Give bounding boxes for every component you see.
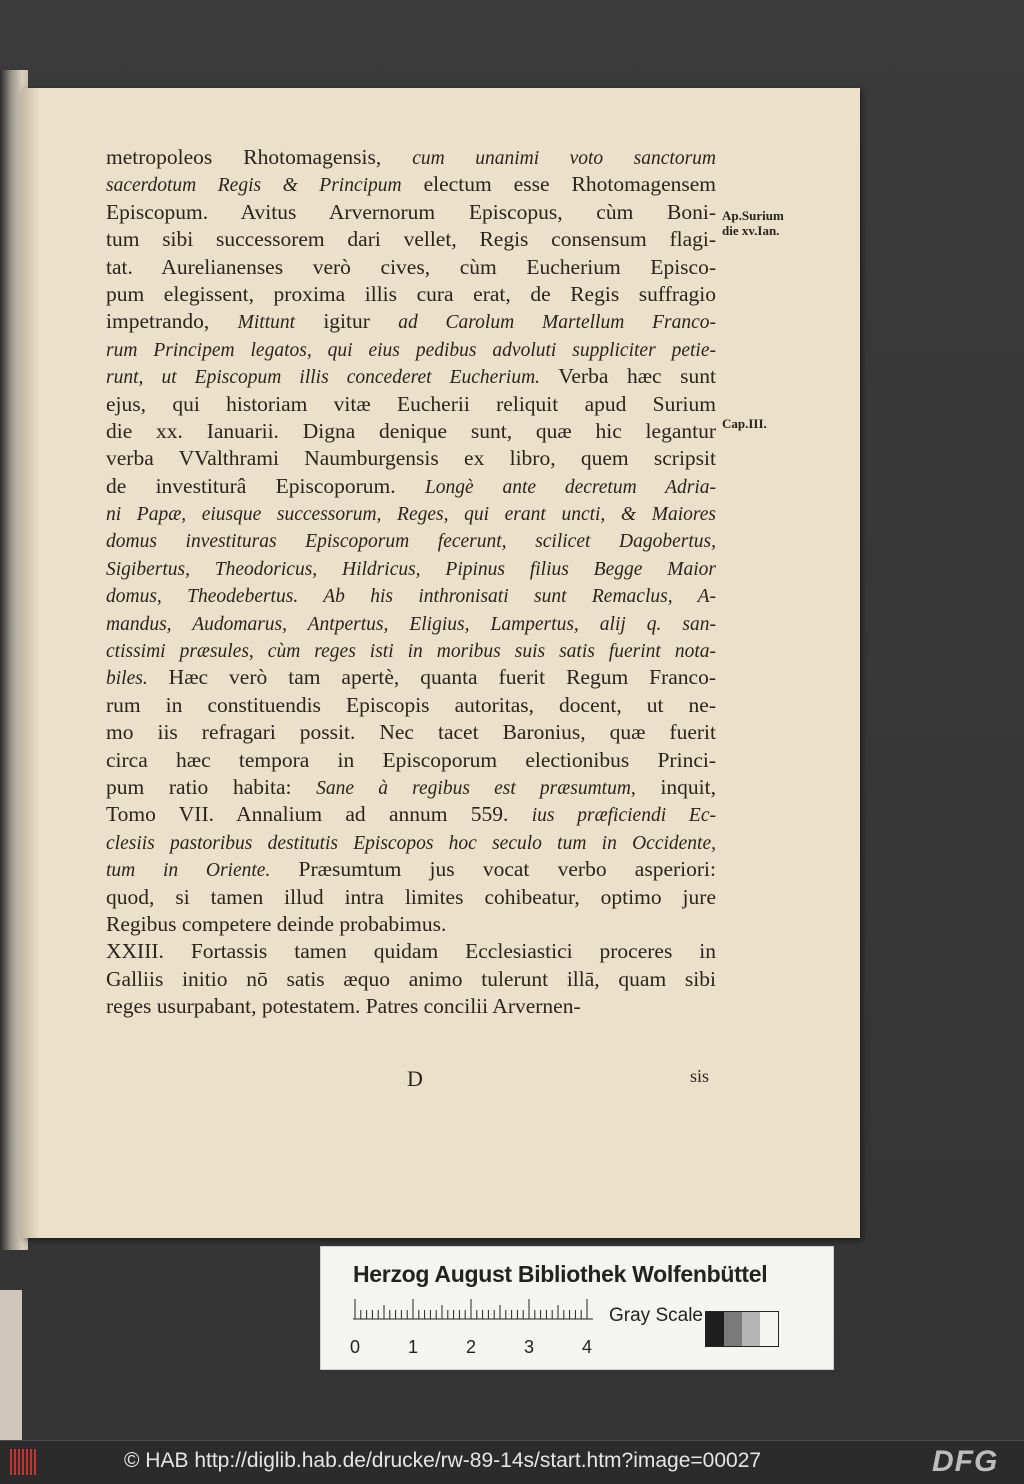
italic-text: clesiis pastoribus destitutis Episcopos hoc seculo tum in Occidente,: [106, 832, 716, 854]
italic-text: ni Papæ, eiusque successorum, Reges, qui erant uncti, & Maiores: [106, 504, 716, 526]
roman-text: rum in constituendis Episcopis autoritas, docent, ut ne-: [106, 692, 716, 717]
ruler-number: 4: [582, 1337, 593, 1357]
italic-text: Mittunt: [237, 312, 296, 334]
book-page: [22, 88, 860, 1238]
page-gutter-shadow: [22, 88, 40, 1238]
italic-text: mandus, Audomarus, Antpertus, Eligius, Lampertus, alij q. san-: [106, 613, 716, 635]
italic-text: biles.: [106, 668, 148, 690]
roman-text: ejus, qui historiam vitæ Eucherii reliquit apud Surium: [106, 391, 716, 416]
roman-text: Tomo VII. Annalium ad annum 559.: [106, 802, 532, 827]
text-line: [106, 363, 716, 390]
roman-text: tat. Aurelianenses verò cives, cùm Eucherium Episco-: [106, 254, 716, 279]
roman-text: Præsumtum jus vocat verbo asperiori:: [270, 857, 717, 882]
italic-text: ctissimi præsules, cùm reges isti in moribus suis satis fuerint nota-: [106, 641, 716, 663]
text-line: [106, 801, 716, 828]
text-line: [106, 719, 716, 746]
italic-text: tum in Oriente.: [106, 860, 271, 882]
roman-text: metropoleos Rhotomagensis,: [106, 145, 413, 169]
footer-url[interactable]: © HAB http://diglib.hab.de/drucke/rw-89-14s/start.htm?image=00027: [124, 1449, 762, 1472]
italic-text: runt, ut Episcopum illis concederet Eucherium.: [106, 367, 541, 389]
text-line: [106, 692, 716, 719]
roman-text: reges usurpabant, potestatem. Patres concilii Arvernen-: [106, 994, 581, 1019]
roman-text: verba VValthrami Naumburgensis ex libro, quem scripsit: [106, 446, 716, 471]
roman-text: de investiturâ Episcoporum.: [106, 473, 425, 498]
gray-patch-light: [742, 1312, 760, 1346]
text-line: [106, 418, 716, 445]
text-line: [106, 144, 716, 171]
margin-note-line: die xv.Ian.: [722, 223, 780, 238]
text-line: [106, 610, 716, 637]
italic-text: sacerdotum Regis & Principum: [106, 175, 402, 197]
text-line: [106, 555, 716, 582]
library-name: Herzog August Bibliothek Wolfenbüttel: [353, 1261, 768, 1287]
catchword: sis: [690, 1066, 710, 1086]
italic-text: Longè ante decretum Adria-: [424, 476, 717, 498]
roman-text: die xx. Ianuarii. Digna denique sunt, quæ hic legantur: [106, 418, 716, 443]
text-line: [106, 254, 716, 281]
signature-mark: D: [407, 1066, 423, 1091]
text-line: [106, 226, 716, 253]
italic-text: Sigibertus, Theodoricus, Hildricus, Pipinus filius Begge Maior: [106, 558, 716, 580]
text-line: [106, 884, 716, 911]
text-line: [106, 171, 716, 198]
ruler-number: 1: [408, 1337, 419, 1357]
roman-text: mo iis refragari possit. Nec tacet Baronius, quæ fuerit: [106, 720, 716, 745]
text-line: [106, 911, 716, 938]
roman-text: circa hæc tempora in Episcoporum electionibus Princi-: [106, 747, 716, 772]
footer-bar: [0, 1440, 1024, 1484]
roman-text: pum ratio habita:: [106, 774, 317, 799]
roman-text: Galliis initio nō satis æquo animo tulerunt illā, quam sibi: [106, 966, 716, 991]
roman-text: pum elegissent, proxima illis cura erat, de Regis suffragio: [106, 281, 716, 306]
scale-ruler: [353, 1297, 603, 1335]
roman-text: igitur: [295, 309, 399, 334]
roman-text: XXIII. Fortassis tamen quidam Ecclesiastici proceres in: [106, 939, 716, 964]
roman-text: electum esse Rhotomagensem: [401, 172, 717, 197]
text-line: [106, 829, 716, 856]
library-color-card: [320, 1246, 834, 1370]
page-edge-strip: [0, 1290, 22, 1440]
italic-text: Sane à regibus est præsumtum,: [316, 777, 636, 799]
gray-patch-black: [706, 1312, 724, 1346]
ruler-number: 0: [350, 1337, 361, 1357]
roman-text: impetrando,: [106, 309, 238, 334]
hab-logo-icon: [10, 1449, 40, 1475]
gray-scale-label: Gray Scale: [609, 1305, 703, 1326]
text-line: [106, 473, 716, 500]
text-line: [106, 856, 716, 883]
roman-text: Episcopum. Avitus Arvernorum Episcopus, cùm Boni-: [106, 199, 716, 224]
text-line: [106, 391, 716, 418]
gray-patch-white: [760, 1312, 778, 1346]
margin-note-line: Ap.Surium: [722, 208, 784, 223]
text-line: [106, 966, 716, 993]
text-line: [106, 993, 716, 1020]
text-line: [106, 500, 716, 527]
text-line: [106, 527, 716, 554]
italic-text: domus, Theodebertus. Ab his inthronisati sunt Remaclus, A-: [106, 586, 716, 608]
italic-text: rum Principem legatos, qui eius pedibus advoluti suppliciter petie-: [106, 339, 716, 361]
roman-text: Verba hæc sunt: [540, 364, 716, 389]
italic-text: domus investituras Episcoporum fecerunt, scilicet Dagobertus,: [106, 531, 716, 553]
text-line: [106, 199, 716, 226]
text-line: [106, 664, 716, 691]
dfg-logo: DFG: [932, 1445, 999, 1478]
ruler-number: 3: [524, 1337, 535, 1357]
ruler-number: 2: [466, 1337, 477, 1357]
roman-text: quod, si tamen illud intra limites cohibeatur, optimo jure: [106, 884, 716, 909]
text-line: [106, 582, 716, 609]
text-line: [106, 637, 716, 664]
gray-patch-mid: [724, 1312, 742, 1346]
text-line: [106, 774, 716, 801]
roman-text: Regibus competere deinde probabimus.: [106, 911, 447, 936]
italic-text: ius præficiendi Ec-: [531, 805, 716, 827]
italic-text: cum unanimi voto sanctorum: [412, 148, 716, 169]
italic-text: ad Carolum Martellum Franco-: [398, 312, 716, 334]
text-line: [106, 281, 716, 308]
text-line: [106, 336, 716, 363]
roman-text: inquit,: [635, 774, 717, 799]
text-line: [106, 308, 716, 335]
page-body-text: [106, 144, 716, 1021]
text-line: [106, 747, 716, 774]
margin-note-cap: Cap.III.: [722, 416, 767, 431]
text-line: [106, 938, 716, 965]
text-line: [106, 445, 716, 472]
roman-text: Hæc verò tam apertè, quanta fuerit Regum Franco-: [147, 665, 716, 690]
roman-text: tum sibi successorem dari vellet, Regis consensum flagi-: [106, 227, 716, 252]
margin-note-surium: [722, 208, 784, 238]
gray-scale-patches: [705, 1311, 779, 1347]
